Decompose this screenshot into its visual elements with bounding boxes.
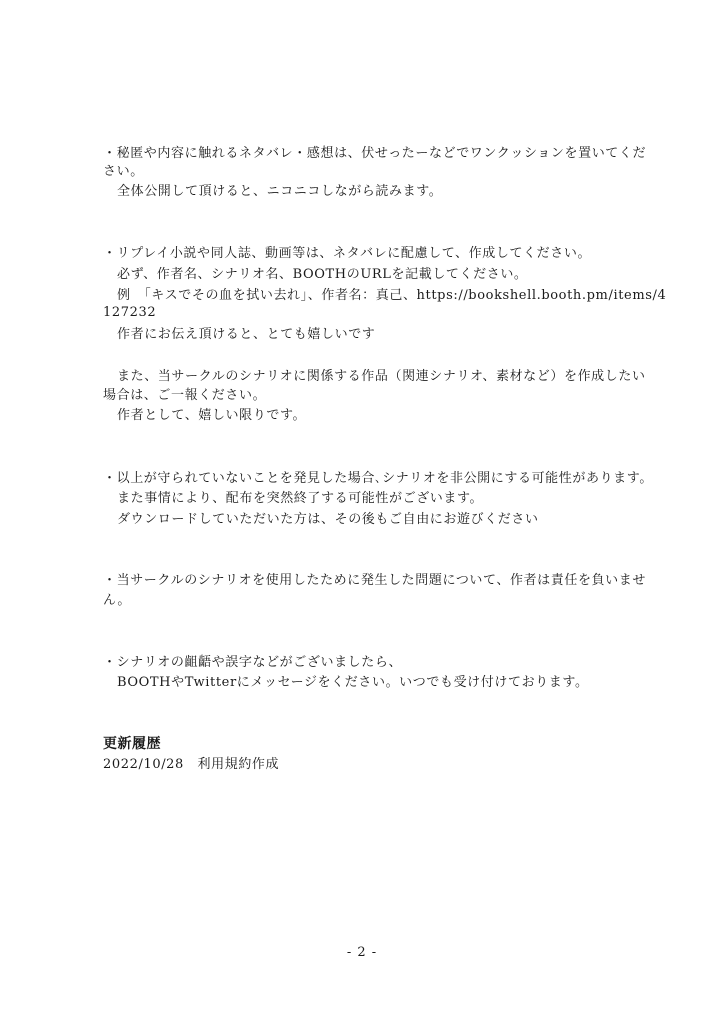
violation-line-2: また事情により、配布を突然終了する可能性がございます。 — [117, 491, 484, 506]
liability-line-1: ・当サークルのシナリオを使用したために発生した問題について、作者は責任を負いませ — [103, 573, 646, 588]
replay-line-5: 作者にお伝え頂けると、とても嬉しいです — [117, 327, 376, 342]
violation-line-3: ダウンロードしていただいた方は、その後もご自由にお遊びください — [117, 512, 539, 527]
related-line-2: 場合は、ご一報ください。 — [103, 388, 267, 403]
related-line-1: また、当サークルのシナリオに関係する作品（関連シナリオ、素材など）を作成したい — [117, 369, 646, 384]
related-line-3: 作者として、嬉しい限りです。 — [117, 408, 307, 423]
history-heading: 更新履歴 — [103, 736, 161, 752]
errata-line-1: ・シナリオの齟齬や誤字などがございましたら、 — [103, 655, 403, 670]
history-entry: 2022/10/28 利用規約作成 — [103, 757, 280, 772]
replay-example-line: 例 「キスでその血を拭い去れ」、作者名：真己、https://bookshell.booth.pm/items/4 — [117, 288, 667, 303]
liability-line-2: ん。 — [103, 593, 131, 608]
spoiler-line-3: 全体公開して頂けると、ニコニコしながら読みます。 — [117, 184, 443, 199]
spoiler-line-2: さい。 — [103, 164, 144, 179]
violation-line-1: ・以上が守られていないことを発見した場合､シナリオを非公開にする可能性があります。 — [103, 471, 653, 486]
replay-line-1: ・リプレイ小説や同人誌、動画等は、ネタバレに配慮して、作成してください。 — [103, 246, 592, 261]
errata-line-2: BOOTHやTwitterにメッセージをください。いつでも受け付けております。 — [117, 675, 589, 690]
replay-line-2: 必ず、作者名、シナリオ名、BOOTHのURLを記載してください。 — [117, 267, 528, 282]
spoiler-line-1: ・秘匿や内容に触れるネタバレ・感想は、伏せったーなどでワンクッションを置いてくだ — [103, 146, 647, 161]
replay-example-continuation: 127232 — [103, 305, 157, 320]
page-number: - 2 - — [346, 945, 378, 960]
